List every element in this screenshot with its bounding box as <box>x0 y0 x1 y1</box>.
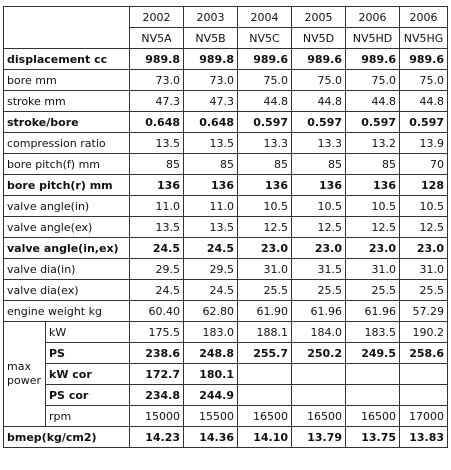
value-cell: 249.5 <box>346 343 400 364</box>
value-cell: 13.2 <box>346 133 400 154</box>
power-row-label: kW <box>46 322 130 343</box>
value-cell: 31.0 <box>346 259 400 280</box>
value-cell: 180.1 <box>184 364 238 385</box>
table-row <box>4 70 448 91</box>
value-cell: 85 <box>184 154 238 175</box>
row-label: bore pitch(f) mm <box>4 154 130 175</box>
row-label: bmep(kg/cm2) <box>4 427 130 448</box>
row-label: valve angle(ex) <box>4 217 130 238</box>
value-cell: 44.8 <box>238 91 292 112</box>
value-cell: 0.597 <box>400 112 448 133</box>
value-cell: 136 <box>346 175 400 196</box>
row-label: valve dia(in) <box>4 259 130 280</box>
power-row <box>4 364 448 385</box>
value-cell: 136 <box>130 175 184 196</box>
value-cell: 73.0 <box>184 70 238 91</box>
table-row <box>4 49 448 70</box>
value-cell: 12.5 <box>292 217 346 238</box>
year-header-cell: 2006 <box>346 7 400 28</box>
value-cell <box>292 364 346 385</box>
value-cell: 29.5 <box>130 259 184 280</box>
value-cell: 25.5 <box>346 280 400 301</box>
value-cell: 0.648 <box>184 112 238 133</box>
value-cell: 16500 <box>346 406 400 427</box>
value-cell: 16500 <box>292 406 346 427</box>
model-header-cell: NV5C <box>238 28 292 49</box>
row-label: valve dia(ex) <box>4 280 130 301</box>
value-cell: 14.36 <box>184 427 238 448</box>
value-cell <box>238 385 292 406</box>
value-cell: 23.0 <box>238 238 292 259</box>
value-cell: 0.648 <box>130 112 184 133</box>
row-label: stroke/bore <box>4 112 130 133</box>
power-row-label: PS <box>46 343 130 364</box>
value-cell: 184.0 <box>292 322 346 343</box>
value-cell: 16500 <box>238 406 292 427</box>
value-cell: 190.2 <box>400 322 448 343</box>
value-cell: 250.2 <box>292 343 346 364</box>
value-cell: 13.79 <box>292 427 346 448</box>
model-header-cell: NV5A <box>130 28 184 49</box>
value-cell: 238.6 <box>130 343 184 364</box>
value-cell: 255.7 <box>238 343 292 364</box>
value-cell <box>238 364 292 385</box>
power-row <box>4 343 448 364</box>
value-cell: 183.5 <box>346 322 400 343</box>
value-cell: 24.5 <box>130 238 184 259</box>
header-blank-cell <box>4 7 130 28</box>
value-cell: 10.5 <box>346 196 400 217</box>
value-cell: 85 <box>292 154 346 175</box>
power-row-label: kW cor <box>46 364 130 385</box>
value-cell: 11.0 <box>184 196 238 217</box>
year-header-cell: 2003 <box>184 7 238 28</box>
value-cell: 24.5 <box>130 280 184 301</box>
model-header-cell: NV5D <box>292 28 346 49</box>
row-label: bore mm <box>4 70 130 91</box>
row-label: compression ratio <box>4 133 130 154</box>
value-cell: 11.0 <box>130 196 184 217</box>
power-row <box>4 406 448 427</box>
value-cell: 0.597 <box>346 112 400 133</box>
value-cell: 183.0 <box>184 322 238 343</box>
value-cell: 85 <box>130 154 184 175</box>
value-cell: 17000 <box>400 406 448 427</box>
power-row <box>4 322 448 343</box>
value-cell: 12.5 <box>346 217 400 238</box>
value-cell: 29.5 <box>184 259 238 280</box>
value-cell: 12.5 <box>238 217 292 238</box>
model-header-cell: NV5HG <box>400 28 448 49</box>
table-row <box>4 259 448 280</box>
value-cell: 989.8 <box>130 49 184 70</box>
year-header-cell: 2004 <box>238 7 292 28</box>
value-cell: 61.96 <box>346 301 400 322</box>
value-cell: 0.597 <box>292 112 346 133</box>
power-row-label: PS cor <box>46 385 130 406</box>
value-cell: 244.9 <box>184 385 238 406</box>
engine-spec-table <box>3 6 448 448</box>
value-cell: 25.5 <box>238 280 292 301</box>
value-cell: 989.6 <box>346 49 400 70</box>
value-cell: 23.0 <box>346 238 400 259</box>
value-cell: 10.5 <box>292 196 346 217</box>
value-cell: 75.0 <box>292 70 346 91</box>
table-row <box>4 217 448 238</box>
value-cell: 31.0 <box>238 259 292 280</box>
value-cell: 13.5 <box>184 133 238 154</box>
table-row <box>4 196 448 217</box>
value-cell: 0.597 <box>238 112 292 133</box>
row-label: engine weight kg <box>4 301 130 322</box>
value-cell: 57.29 <box>400 301 448 322</box>
year-header-cell: 2002 <box>130 7 184 28</box>
power-row-label: rpm <box>46 406 130 427</box>
value-cell: 60.40 <box>130 301 184 322</box>
value-cell: 989.6 <box>238 49 292 70</box>
row-label: displacement cc <box>4 49 130 70</box>
value-cell: 61.96 <box>292 301 346 322</box>
year-header-row <box>4 7 448 28</box>
value-cell: 70 <box>400 154 448 175</box>
value-cell: 258.6 <box>400 343 448 364</box>
value-cell: 175.5 <box>130 322 184 343</box>
value-cell: 44.8 <box>292 91 346 112</box>
year-header-cell: 2005 <box>292 7 346 28</box>
value-cell: 31.0 <box>400 259 448 280</box>
value-cell: 62.80 <box>184 301 238 322</box>
table-row <box>4 133 448 154</box>
value-cell: 13.75 <box>346 427 400 448</box>
bmep-row <box>4 427 448 448</box>
value-cell <box>400 385 448 406</box>
value-cell: 24.5 <box>184 238 238 259</box>
value-cell: 75.0 <box>238 70 292 91</box>
table-row <box>4 175 448 196</box>
power-row <box>4 385 448 406</box>
value-cell: 75.0 <box>346 70 400 91</box>
value-cell: 31.5 <box>292 259 346 280</box>
year-header-cell: 2006 <box>400 7 448 28</box>
value-cell: 13.83 <box>400 427 448 448</box>
value-cell: 12.5 <box>400 217 448 238</box>
value-cell: 73.0 <box>130 70 184 91</box>
table-row <box>4 112 448 133</box>
value-cell: 13.3 <box>292 133 346 154</box>
value-cell <box>400 364 448 385</box>
value-cell: 172.7 <box>130 364 184 385</box>
value-cell <box>292 385 346 406</box>
value-cell: 85 <box>346 154 400 175</box>
value-cell: 61.90 <box>238 301 292 322</box>
value-cell <box>346 385 400 406</box>
value-cell: 15500 <box>184 406 238 427</box>
value-cell: 136 <box>238 175 292 196</box>
value-cell: 25.5 <box>292 280 346 301</box>
value-cell: 14.23 <box>130 427 184 448</box>
value-cell: 44.8 <box>346 91 400 112</box>
value-cell: 10.5 <box>238 196 292 217</box>
table-row <box>4 154 448 175</box>
max-power-group-label: max power <box>4 322 46 427</box>
row-label: bore pitch(r) mm <box>4 175 130 196</box>
value-cell: 13.5 <box>130 133 184 154</box>
value-cell: 248.8 <box>184 343 238 364</box>
table-row <box>4 238 448 259</box>
value-cell: 14.10 <box>238 427 292 448</box>
value-cell: 234.8 <box>130 385 184 406</box>
value-cell: 136 <box>292 175 346 196</box>
value-cell <box>346 364 400 385</box>
value-cell: 13.3 <box>238 133 292 154</box>
table-row <box>4 91 448 112</box>
value-cell: 989.6 <box>400 49 448 70</box>
model-header-cell: NV5HD <box>346 28 400 49</box>
table-row <box>4 280 448 301</box>
value-cell: 13.5 <box>130 217 184 238</box>
value-cell: 47.3 <box>184 91 238 112</box>
value-cell: 989.8 <box>184 49 238 70</box>
value-cell: 989.6 <box>292 49 346 70</box>
value-cell: 85 <box>238 154 292 175</box>
value-cell: 15000 <box>130 406 184 427</box>
header-blank-cell <box>4 28 130 49</box>
value-cell: 136 <box>184 175 238 196</box>
value-cell: 24.5 <box>184 280 238 301</box>
model-header-row <box>4 28 448 49</box>
row-label: stroke mm <box>4 91 130 112</box>
value-cell: 23.0 <box>400 238 448 259</box>
value-cell: 23.0 <box>292 238 346 259</box>
value-cell: 10.5 <box>400 196 448 217</box>
row-label: valve angle(in) <box>4 196 130 217</box>
value-cell: 44.8 <box>400 91 448 112</box>
value-cell: 25.5 <box>400 280 448 301</box>
row-label: valve angle(in,ex) <box>4 238 130 259</box>
value-cell: 75.0 <box>400 70 448 91</box>
table-row <box>4 301 448 322</box>
value-cell: 13.9 <box>400 133 448 154</box>
value-cell: 47.3 <box>130 91 184 112</box>
model-header-cell: NV5B <box>184 28 238 49</box>
value-cell: 13.5 <box>184 217 238 238</box>
value-cell: 188.1 <box>238 322 292 343</box>
value-cell: 128 <box>400 175 448 196</box>
